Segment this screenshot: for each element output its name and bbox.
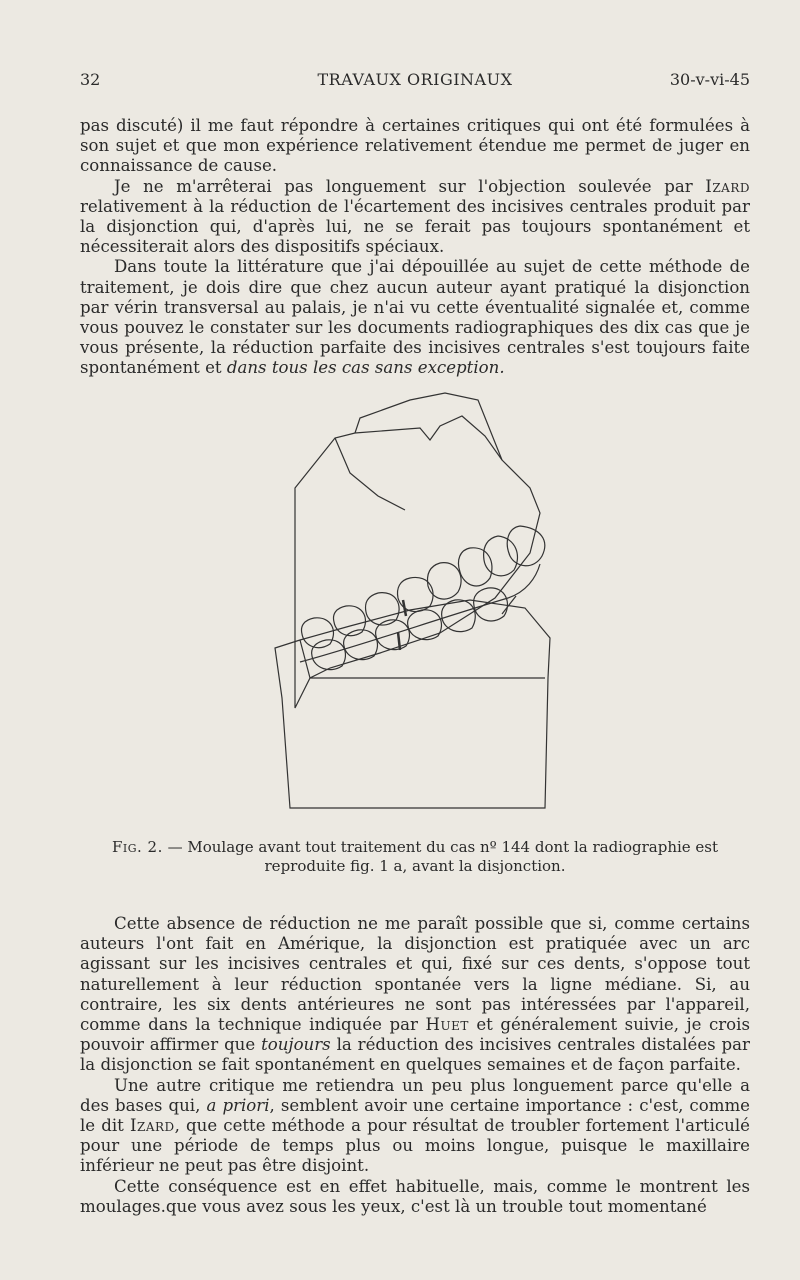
emphasis: a priori (206, 1095, 270, 1115)
author-name: Izard (129, 1116, 175, 1136)
body-text-bottom (80, 914, 750, 1217)
running-date: 30-v-vi-45 (669, 70, 750, 89)
text-run: Dans toute la littérature que j'ai dépouillée au sujet de cette méthode de traitement, je dois dire que chez aucun auteur ayant pratiqué la disjonction par vérin transversal au palais, je n'ai vu cette éventualité signalée et, comme vous pouvez le constater sur les documents radiographiques des dix cas que je vous présente, la réduction parfaite des incisives centrales s'est toujours faite spontanément et (80, 257, 750, 378)
dental-cast-figure (240, 378, 580, 828)
text-run: et généralement suivie, je crois pouvoir affirmer que (80, 1015, 750, 1055)
text-run: Cette absence de réduction ne me paraît possible que si, comme certains auteurs l'ont fait en Amérique, la disjonction est pratiquée avec un arc agissant sur les incisives centrales et qui, fixé sur ces dents, s'oppose tout naturellement à leur réduction spontanée vers la ligne médiane. Si, au contraire, les six dents antérieures ne sont pas intéressées par l'appareil, comme dans la technique indiquée par (80, 914, 750, 1035)
paragraph (80, 914, 750, 1076)
author-name: Huet (425, 1015, 469, 1035)
page-number: 32 (80, 70, 101, 89)
author-name: Izard (705, 176, 750, 196)
paragraph (80, 1177, 750, 1217)
text-run: Je ne m'arrêterai pas longuement sur l'objection soulevée par (114, 176, 706, 196)
text-run: Cette conséquence est en effet habituelle, mais, comme le montrent les moulages.que vous avez sous les yeux, c'est là un trouble tout momentané (80, 1176, 750, 1216)
paragraph (80, 116, 750, 177)
body-text-top (80, 116, 750, 379)
paragraph (80, 1076, 750, 1177)
paragraph (80, 257, 750, 378)
text-run: relativement à la réduction de l'écartement des incisives centrales produit par la disjonction qui, d'après lui, ne se ferait pas toujours spontanément et nécessiterait alors des dispositifs spéciaux. (80, 196, 750, 257)
emphasis: toujours (261, 1035, 331, 1055)
text-run: , que cette méthode a pour résultat de troubler fortement l'articulé pour une période de temps plus ou moins longue, puisque le maxillaire inférieur ne peut pas être disjoint. (80, 1116, 750, 1176)
text-run: Une autre critique me retiendra un peu plus longuement parce qu'elle a des bases qui, (80, 1075, 750, 1115)
emphasis: dans tous les cas sans exception. (226, 358, 505, 378)
running-title: TRAVAUX ORIGINAUX (317, 70, 513, 89)
figure-caption-text: — Moulage avant tout traitement du cas nº 144 dont la radiographie est reproduite fig. 1 a, avant la disjonction. (162, 838, 719, 875)
text-run: , semblent avoir une certaine importance : c'est, comme le dit (80, 1095, 751, 1136)
text-run: pas discuté) il me faut répondre à certaines critiques qui ont été formulées à son sujet et que mon expérience relativement étendue me permet de juger en connaissance de cause. (80, 116, 750, 176)
running-header (80, 70, 750, 94)
paragraph (80, 177, 750, 258)
text-run: la réduction des incisives centrales distalées par la disjonction se fait spontanément en quelques semaines et de façon parfaite. (80, 1035, 750, 1075)
figure-caption (80, 838, 750, 876)
figure-label: Fig. 2. (111, 838, 163, 856)
